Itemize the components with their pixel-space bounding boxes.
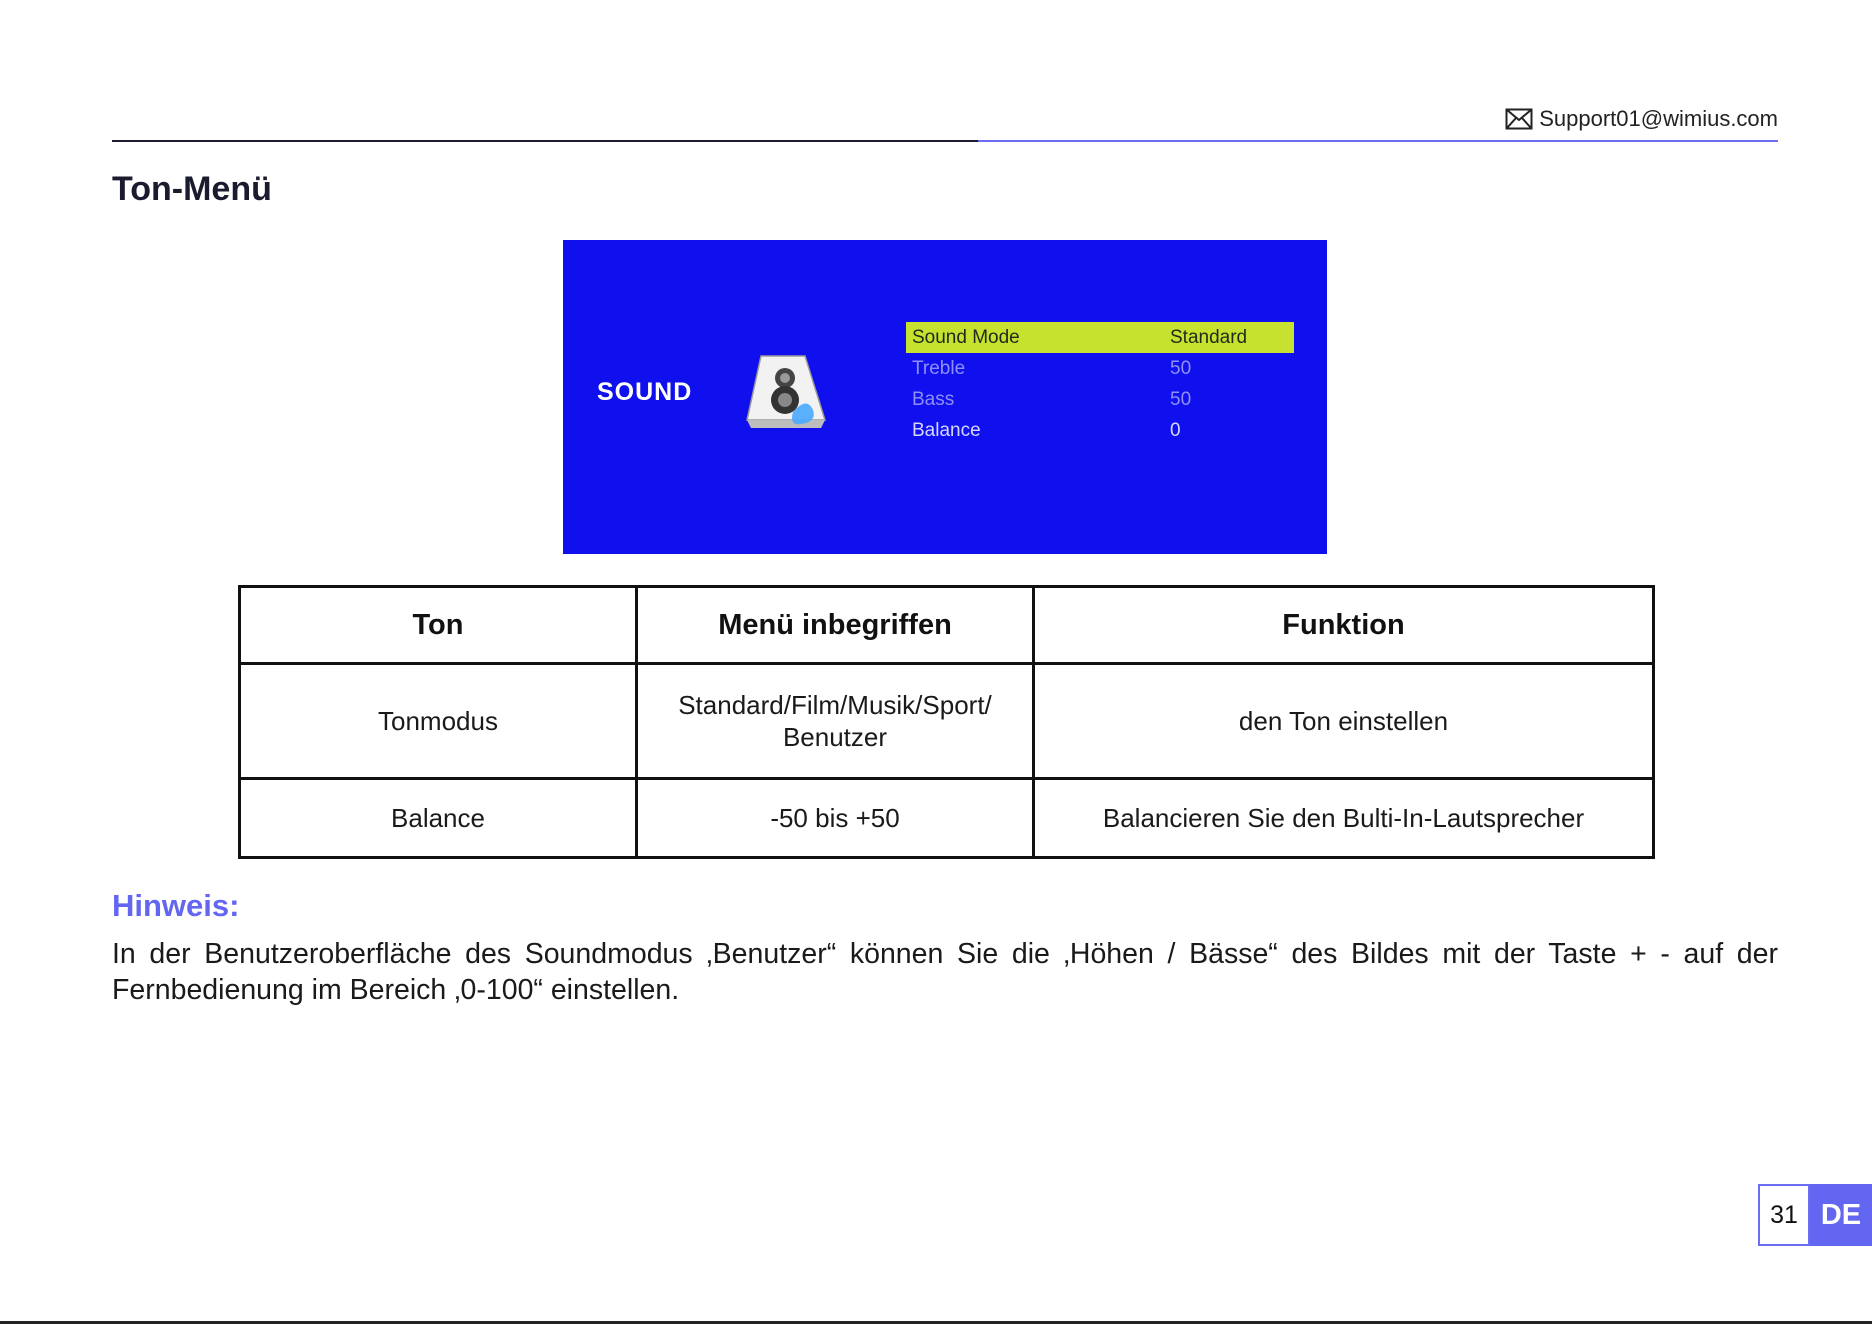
support-email-text: Support01@wimius.com	[1539, 106, 1778, 131]
osd-item-label: Sound Mode	[912, 326, 1020, 348]
osd-item-sound-mode[interactable]	[906, 322, 1294, 353]
support-email[interactable]	[1505, 106, 1778, 132]
note-title: Hinweis:	[112, 888, 240, 923]
osd-item-label: Treble	[912, 357, 966, 379]
header-rule-dark	[112, 140, 978, 142]
note-body: In der Benutzeroberfläche des Soundmodus ‚Benutzer“ können Sie die ‚Höhen / Bässe“ des Bildes mit der Taste + - auf der Fernbedienung im Bereich ‚0-100“ einstellen.	[112, 938, 1778, 1006]
speaker-icon	[743, 352, 831, 432]
page-number: 31	[1758, 1184, 1810, 1246]
table-header-cell: Menü inbegriffen	[637, 587, 1034, 664]
language-badge: DE	[1810, 1184, 1872, 1246]
osd-item-value: Standard	[1170, 326, 1248, 348]
osd-title: SOUND	[597, 378, 693, 406]
table-cell: Balance	[240, 779, 637, 858]
osd-item-value: 50	[1170, 357, 1192, 379]
table-cell: Tonmodus	[240, 664, 637, 779]
osd-item-bass[interactable]	[906, 384, 1294, 415]
table-cell: -50 bis +50	[637, 779, 1034, 858]
osd-item-balance[interactable]	[906, 415, 1294, 446]
table-cell: Standard/Film/Musik/Sport/ Benutzer	[637, 664, 1034, 779]
table-header-cell: Funktion	[1034, 587, 1654, 664]
table-cell: Balancieren Sie den Bulti-In-Lautsprecher	[1034, 779, 1654, 858]
table-header-row	[240, 587, 1654, 664]
table-header-cell: Ton	[240, 587, 637, 664]
osd-item-label: Bass	[912, 388, 955, 410]
osd-item-value: 50	[1170, 388, 1192, 410]
table-row	[240, 779, 1654, 858]
table-cell: den Ton einstellen	[1034, 664, 1654, 779]
sound-menu-screenshot	[563, 240, 1327, 554]
envelope-icon	[1505, 108, 1533, 130]
osd-item-treble[interactable]	[906, 353, 1294, 384]
table-row	[240, 664, 1654, 779]
osd-item-label: Balance	[912, 419, 981, 441]
osd-menu	[906, 322, 1294, 446]
sound-settings-table	[238, 585, 1655, 859]
osd-item-value: 0	[1170, 419, 1181, 441]
page-title: Ton-Menü	[112, 170, 272, 208]
header-rule-accent	[978, 140, 1778, 142]
